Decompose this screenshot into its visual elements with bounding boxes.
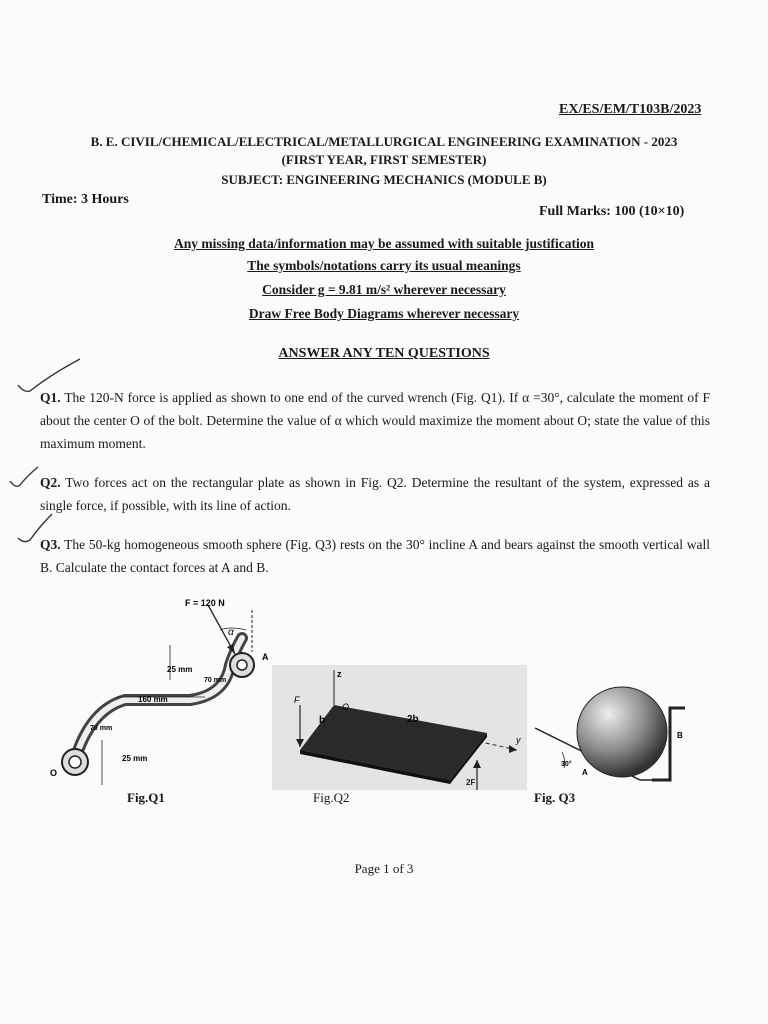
figure-q1-caption: Fig.Q1 — [127, 790, 165, 805]
point-a-label: A — [262, 652, 269, 662]
page-number: Page 1 of 3 — [354, 861, 414, 876]
year-semester: (FIRST YEAR, FIRST SEMESTER) — [281, 152, 487, 167]
question-1 — [40, 386, 710, 455]
question-text: Two forces act on the rectangular plate as shown in Fig. Q2. Determine the resultant of the system, expressed as a single force, if possible, with its line of action. — [40, 475, 710, 513]
y-axis-label: y — [516, 735, 521, 745]
figure-q3-caption: Fig. Q3 — [534, 790, 576, 805]
dim-70-right: 70 mm — [204, 677, 227, 684]
exam-code: EX/ES/EM/T103B/2023 — [559, 102, 702, 117]
exam-time: Time: 3 Hours — [42, 192, 129, 207]
question-text: The 50-kg homogeneous smooth sphere (Fig. Q3) rests on the 30° incline A and bears against the smooth vertical wall B. Calculate the contact forces at A and B. — [40, 537, 710, 575]
dim-b-label: b — [319, 715, 326, 726]
subject-title: SUBJECT: ENGINEERING MECHANICS (MODULE B) — [221, 172, 547, 187]
dim-25-top: 25 mm — [167, 665, 193, 674]
incline-a-label: A — [582, 768, 588, 777]
figure-q2-plate — [272, 665, 527, 790]
dim-25-bottom: 25 mm — [122, 754, 148, 763]
instruction-1: Any missing data/information may be assumed with suitable justification — [173, 236, 595, 251]
figure-q2-caption: Fig.Q2 — [313, 790, 350, 805]
instruction-2: The symbols/notations carry its usual meanings — [247, 258, 521, 273]
exam-title: B. E. CIVIL/CHEMICAL/ELECTRICAL/METALLURGICAL ENGINEERING EXAMINATION - 2023 — [90, 134, 678, 149]
full-marks: Full Marks: 100 (10×10) — [539, 204, 685, 219]
question-number: Q1. — [40, 390, 61, 405]
z-axis-label: z — [337, 669, 342, 679]
alpha-label: α — [228, 627, 234, 638]
figure-q1-wrench — [30, 590, 280, 790]
question-number: Q2. — [40, 475, 61, 490]
instruction-3: Consider g = 9.81 m/s² wherever necessary — [262, 282, 506, 297]
figure-q3-sphere — [530, 680, 700, 785]
dim-70-left: 70 mm — [90, 725, 113, 732]
force-label: F = 120 N — [185, 598, 225, 608]
question-text: The 120-N force is applied as shown to one end of the curved wrench (Fig. Q1). If α =30°, calculate the moment of F about the center O of the bolt. Determine the value of α which would maximize the moment about O; state the value of this maximum moment. — [40, 390, 710, 451]
question-2 — [40, 471, 710, 517]
answer-heading: ANSWER ANY TEN QUESTIONS — [278, 346, 490, 361]
dim-160: 160 mm — [138, 695, 168, 704]
force-f-label: F — [294, 695, 300, 705]
wall-b-label: B — [677, 731, 683, 740]
angle-label: 30° — [561, 761, 572, 768]
dim-2b-label: 2b — [407, 714, 419, 725]
force-2f-label: 2F — [466, 778, 476, 787]
origin-label: O — [342, 702, 350, 712]
instruction-4: Draw Free Body Diagrams wherever necessary — [248, 306, 520, 321]
question-3 — [40, 533, 710, 579]
question-number: Q3. — [40, 537, 61, 552]
point-o-label: O — [50, 768, 58, 778]
